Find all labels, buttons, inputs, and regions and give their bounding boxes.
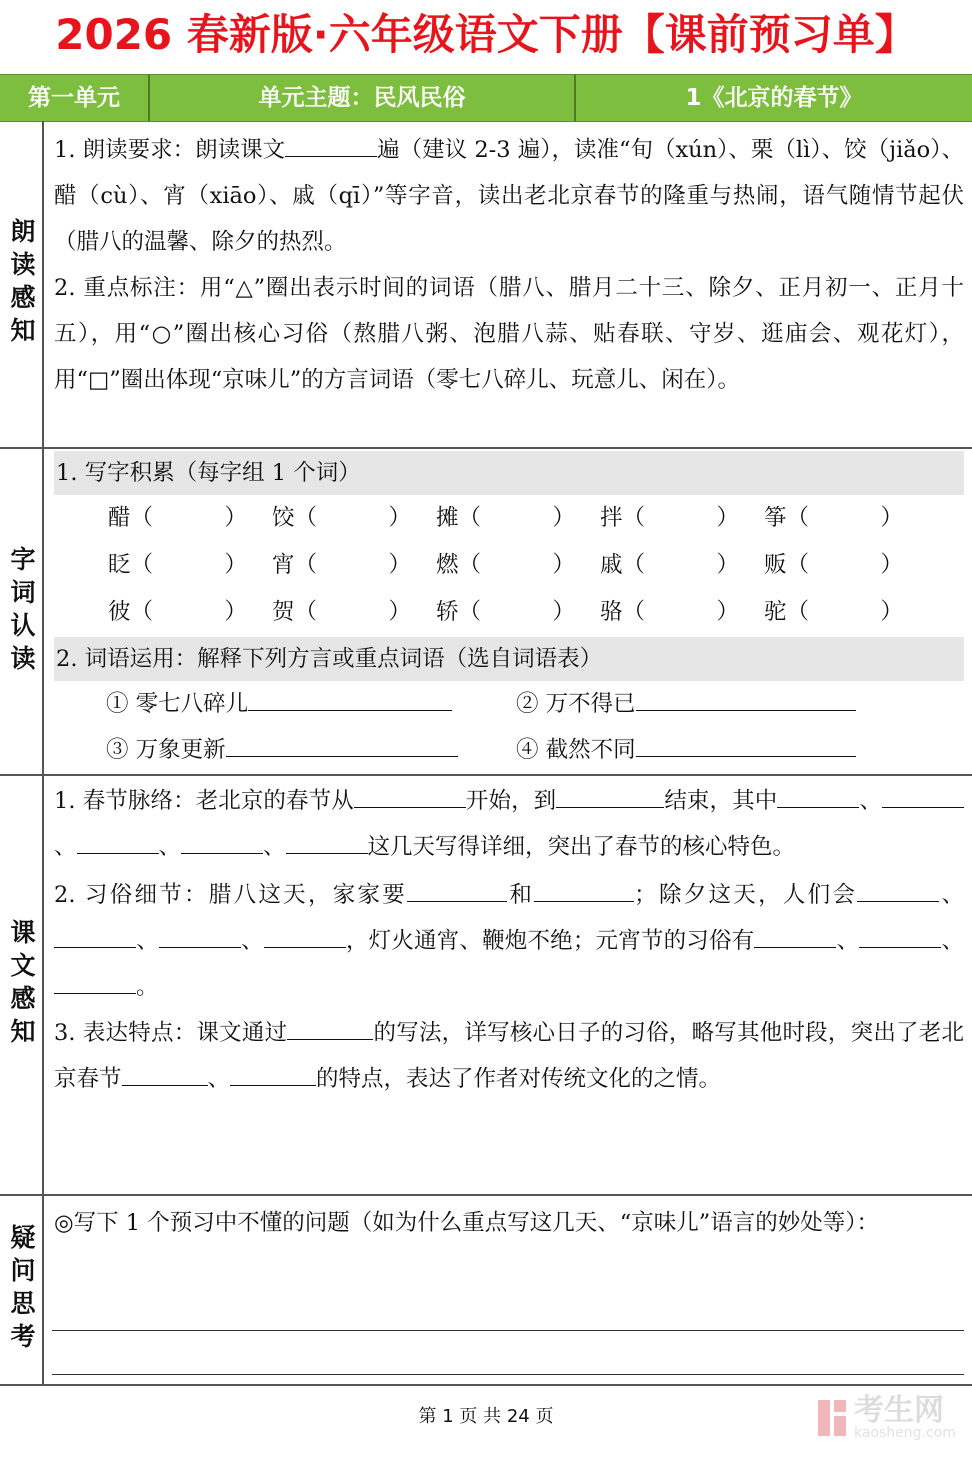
char-item[interactable]: 宵（ ）	[272, 552, 412, 578]
char-item[interactable]: 筝（ ）	[764, 505, 904, 531]
answer-blank[interactable]	[77, 831, 159, 854]
answer-blank[interactable]	[882, 785, 964, 808]
section-text	[0, 776, 972, 1196]
answer-blank[interactable]	[556, 785, 664, 808]
section-body	[44, 1196, 972, 1384]
writing-line[interactable]	[52, 1330, 964, 1331]
logo-icon	[818, 1396, 848, 1440]
unit-bar	[0, 74, 972, 122]
answer-blank[interactable]	[264, 925, 346, 948]
text-expression: 3. 表达特点：课文通过 的写法，详写核心日子的习俗，略写其他时段，突出了老北京春节 、 的特点，表达了作者对传统文化的之情。	[54, 1010, 964, 1102]
answer-blank[interactable]	[286, 831, 368, 854]
char-item[interactable]: 彼（ ）	[108, 599, 248, 625]
unit-theme: 单元主题：民风民俗	[150, 75, 576, 121]
vocab-list	[106, 681, 964, 773]
answer-blank[interactable]	[287, 1017, 373, 1040]
answer-blank[interactable]	[534, 879, 634, 902]
section-body	[44, 449, 972, 774]
reading-annotation: 2. 重点标注：用“△”圈出表示时间的词语（腊八、腊月二十三、除夕、正月初一、正月十五），用“○”圈出核心习俗（熬腊八粥、泡腊八蒜、贴春联、守岁、逛庙会、观花灯），用“□”圈出体现“京味儿”的方言词语（零七八碎儿、玩意儿、闲在）。	[54, 275, 964, 393]
char-item[interactable]: 轿（ ）	[436, 599, 576, 625]
section-words	[0, 449, 972, 776]
char-grid	[108, 495, 964, 636]
char-item[interactable]: 驼（ ）	[764, 599, 904, 625]
section-reading	[0, 121, 972, 449]
char-item[interactable]: 燃（ ）	[436, 552, 576, 578]
writing-line[interactable]	[52, 1374, 964, 1375]
reading-requirement: 1. 朗读要求：朗读课文 遍（建议 2-3 遍），读准“旬（xún）、栗（lì）、饺（jiǎo）、醋（cù）、宵（xiāo）、戚（qī）”等字音，读出老北京春节的隆重与热闹，语气随情节起伏（腊八的温馨、除夕的热烈。	[54, 127, 964, 265]
answer-blank[interactable]	[857, 879, 939, 902]
char-item[interactable]: 眨（ ）	[108, 552, 248, 578]
answer-blank[interactable]	[407, 879, 507, 902]
question-prompt: ◎写下 1 个预习中不懂的问题（如为什么重点写这几天、“京味儿”语言的妙处等）：	[54, 1210, 880, 1236]
section-label: 字词认读	[0, 449, 44, 774]
section-body	[44, 776, 972, 1194]
vocab-item: ③ 万象更新	[106, 727, 516, 773]
char-item[interactable]: 饺（ ）	[272, 505, 412, 531]
section-label: 疑问思考	[0, 1196, 44, 1384]
char-item[interactable]: 贺（ ）	[272, 599, 412, 625]
char-item[interactable]: 拌（ ）	[600, 505, 740, 531]
lesson-title: 1《北京的春节》	[685, 85, 863, 111]
task-heading: 1. 写字积累（每字组 1 个词）	[54, 451, 964, 495]
page-number: 第 1 页 共 24 页	[418, 1406, 554, 1427]
section-body	[44, 121, 972, 447]
answer-blank[interactable]	[777, 785, 859, 808]
char-item[interactable]: 戚（ ）	[600, 552, 740, 578]
watermark-logo	[818, 1393, 956, 1441]
answer-blank[interactable]	[122, 1063, 208, 1086]
answer-blank[interactable]	[285, 134, 377, 157]
vocab-item: ② 万不得已	[516, 681, 936, 727]
section-question	[0, 1196, 972, 1386]
logo-url: kaosheng.com	[854, 1425, 956, 1441]
answer-blank[interactable]	[230, 1063, 316, 1086]
vocab-item: ① 零七八碎儿	[106, 681, 516, 727]
answer-blank[interactable]	[354, 785, 466, 808]
answer-blank[interactable]	[636, 734, 856, 757]
answer-blank[interactable]	[226, 734, 458, 757]
answer-blank[interactable]	[636, 688, 856, 711]
vocab-item: ④ 截然不同	[516, 727, 936, 773]
char-item[interactable]: 贩（ ）	[764, 552, 904, 578]
answer-blank[interactable]	[181, 831, 263, 854]
char-item[interactable]: 摊（ ）	[436, 505, 576, 531]
char-item[interactable]: 骆（ ）	[600, 599, 740, 625]
unit-label: 第一单元	[0, 75, 150, 121]
text-customs: 2. 习俗细节：腊八这天，家家要 和 ；除夕这天，人们会 、、 、 ，灯火通宵、鞭炮不绝；元宵节的习俗有 、 、。	[54, 872, 964, 1010]
section-label: 课文感知	[0, 776, 44, 1194]
logo-brand: 考生网	[854, 1393, 944, 1428]
page-title: 2026 春新版·六年级语文下册【课前预习单】	[55, 10, 917, 59]
answer-blank[interactable]	[859, 925, 941, 948]
task-heading: 2. 词语运用：解释下列方言或重点词语（选自词语表）	[54, 637, 964, 681]
answer-blank[interactable]	[754, 925, 836, 948]
answer-blank[interactable]	[159, 925, 241, 948]
section-label: 朗读感知	[0, 121, 44, 447]
char-item[interactable]: 醋（ ）	[108, 505, 248, 531]
answer-blank[interactable]	[54, 925, 136, 948]
text-outline: 1. 春节脉络：老北京的春节从 开始，到 结束，其中 、、 、 、 这几天写得详细，突出了春节的核心特色。	[54, 778, 964, 870]
answer-blank[interactable]	[248, 688, 452, 711]
answer-blank[interactable]	[54, 971, 136, 994]
